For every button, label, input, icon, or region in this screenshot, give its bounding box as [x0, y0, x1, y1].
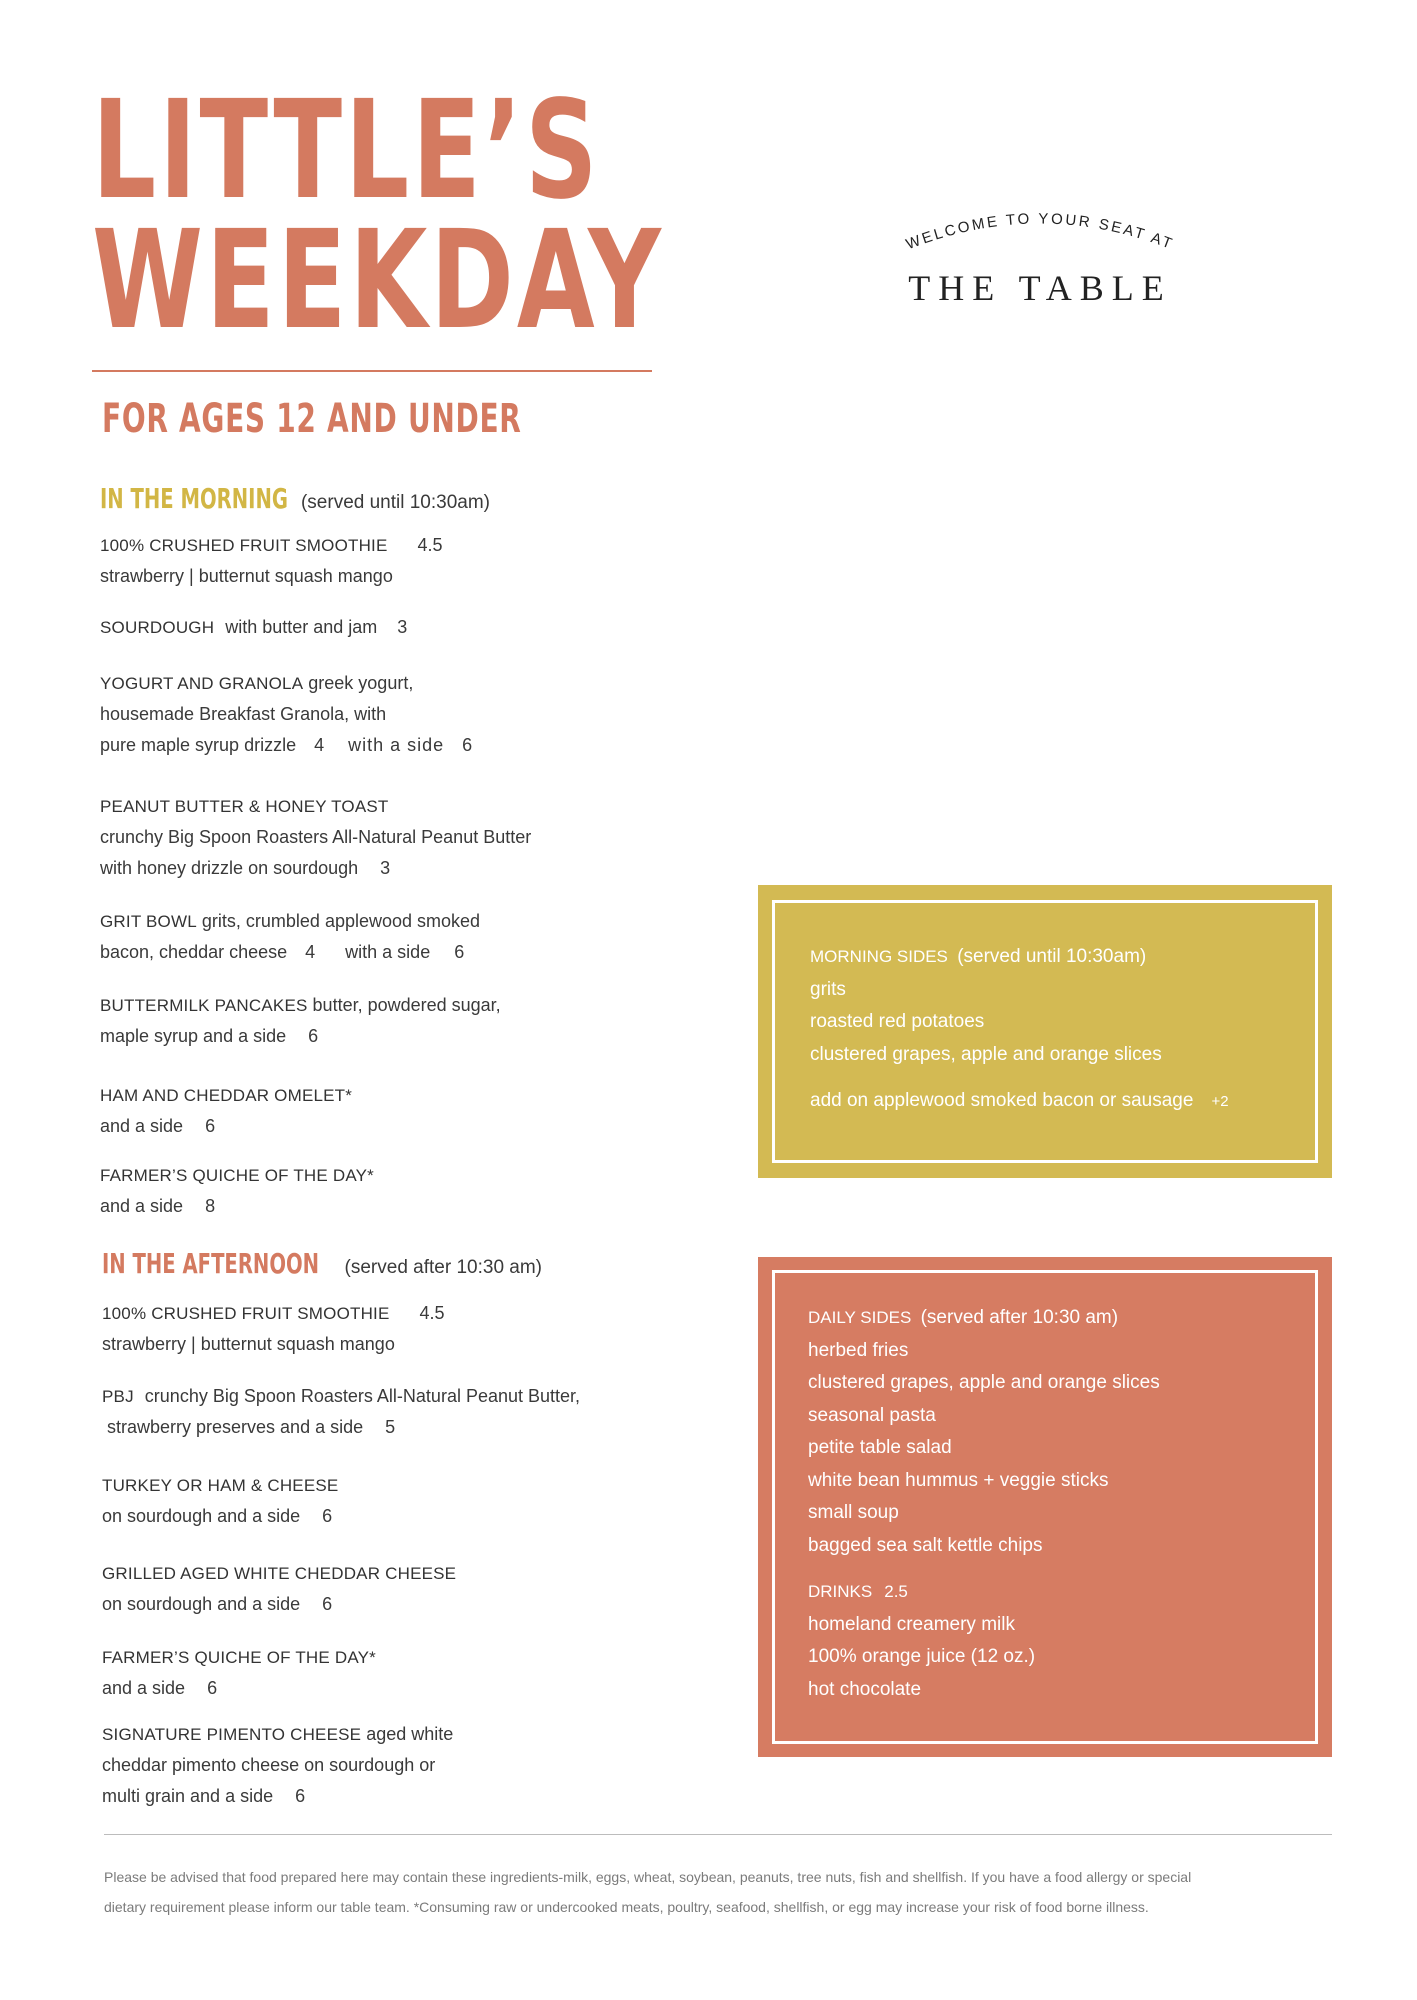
item-description: strawberry | butternut squash mango	[100, 566, 393, 586]
item-description: cheddar pimento cheese on sourdough or	[102, 1755, 436, 1775]
item-description: aged white	[366, 1724, 454, 1744]
item-side-label: with a side	[348, 735, 445, 755]
disclaimer-line-2: dietary requirement please inform our table team. *Consuming raw or undercooked meats, poultry, seafood, shellfish, or egg may increase your risk of food borne illness.	[104, 1899, 1149, 1915]
drinks-price: 2.5	[884, 1582, 908, 1601]
menu-item	[100, 906, 660, 968]
item-price: 4.5	[417, 535, 443, 555]
logo-arc-text	[895, 205, 1185, 265]
item-price: 4	[314, 735, 325, 755]
item-price: 8	[205, 1196, 216, 1216]
item-name: 100% CRUSHED FRUIT SMOOTHIE	[102, 1304, 390, 1323]
menu-item	[100, 612, 660, 643]
item-price: 6	[295, 1786, 306, 1806]
menu-item	[100, 1160, 660, 1222]
item-description: crunchy Big Spoon Roasters All-Natural Peanut Butter,	[144, 1386, 581, 1406]
addon-price: +2	[1211, 1093, 1229, 1110]
item-description: strawberry | butternut squash mango	[102, 1334, 395, 1354]
restaurant-logo	[895, 205, 1185, 315]
menu-item	[100, 990, 660, 1052]
daily-sides-heading: DAILY SIDES	[808, 1308, 912, 1327]
menu-item	[102, 1719, 662, 1812]
item-side-label: with a side	[345, 942, 431, 962]
item-price: 5	[385, 1417, 396, 1437]
item-name: 100% CRUSHED FRUIT SMOOTHIE	[100, 536, 388, 555]
item-price: 6	[322, 1506, 333, 1526]
item-price: 6	[205, 1116, 216, 1136]
title-line-2: WEEKDAY	[92, 202, 664, 360]
drinks-heading: DRINKS	[808, 1582, 873, 1601]
item-description: and a side	[100, 1116, 184, 1136]
side-item: herbed fries	[808, 1339, 909, 1361]
drink-item: homeland creamery milk	[808, 1613, 1015, 1635]
side-item: clustered grapes, apple and orange slices	[810, 1043, 1162, 1065]
side-item: grits	[810, 978, 846, 1000]
menu-item	[102, 1381, 742, 1443]
item-description: with honey drizzle on sourdough	[100, 858, 359, 878]
item-side-price: 6	[454, 942, 465, 962]
item-description: and a side	[102, 1678, 186, 1698]
daily-sides-box	[758, 1257, 1332, 1757]
age-subtitle: FOR AGES 12 AND UNDER	[102, 396, 522, 442]
item-price: 6	[322, 1594, 333, 1614]
menu-item	[100, 791, 660, 884]
morning-sides-box	[758, 885, 1332, 1178]
item-description: pure maple syrup drizzle	[100, 735, 297, 755]
addon-text: add on applewood smoked bacon or sausage	[810, 1090, 1194, 1111]
item-description: multi grain and a side	[102, 1786, 274, 1806]
daily-sides-content	[808, 1302, 1160, 1706]
item-name: YOGURT AND GRANOLA	[100, 674, 304, 693]
item-price: 6	[207, 1678, 218, 1698]
morning-heading	[100, 482, 490, 515]
item-price: 4.5	[419, 1303, 445, 1323]
side-item: small soup	[808, 1502, 899, 1523]
side-item: petite table salad	[808, 1437, 952, 1458]
item-description: on sourdough and a side	[102, 1594, 301, 1614]
afternoon-heading-note: (served after 10:30 am)	[344, 1257, 543, 1278]
morning-sides-note: (served until 10:30am)	[957, 946, 1147, 967]
item-description: with butter and jam	[225, 617, 378, 637]
logo-main-text: THE TABLE	[908, 268, 1172, 308]
menu-item	[102, 1298, 662, 1360]
svg-text:WELCOME TO YOUR SEAT AT	[904, 210, 1177, 253]
drink-item: 100% orange juice (12 oz.)	[808, 1646, 1036, 1667]
afternoon-heading-title: IN THE AFTERNOON	[102, 1247, 320, 1280]
item-name: GRILLED AGED WHITE CHEDDAR CHEESE	[102, 1564, 457, 1583]
item-description: bacon, cheddar cheese	[100, 942, 288, 962]
item-name: BUTTERMILK PANCAKES	[100, 996, 308, 1015]
menu-item	[100, 530, 660, 592]
item-name: PEANUT BUTTER & HONEY TOAST	[100, 797, 389, 816]
item-description: strawberry preserves and a side	[107, 1417, 364, 1437]
morning-heading-title: IN THE MORNING	[100, 482, 288, 515]
morning-sides-heading: MORNING SIDES	[810, 947, 948, 966]
item-description: grits, crumbled applewood smoked	[201, 911, 481, 931]
menu-item	[102, 1642, 662, 1704]
item-description: butter, powdered sugar,	[312, 995, 501, 1015]
menu-item	[102, 1470, 662, 1532]
drink-item: hot chocolate	[808, 1678, 922, 1700]
item-name: GRIT BOWL	[100, 912, 197, 931]
item-description: housemade Breakfast Granola, with	[100, 704, 387, 724]
menu-title	[92, 72, 664, 360]
disclaimer-line-1: Please be advised that food prepared here may contain these ingredients-milk, eggs, wheat, soybean, peanuts, tree nuts, fish and shellfish. If you have a food allergy or special	[104, 1869, 1192, 1885]
allergy-disclaimer	[104, 1862, 1344, 1922]
item-name: FARMER’S QUICHE OF THE DAY*	[102, 1648, 376, 1667]
item-side-price: 6	[462, 735, 473, 755]
item-name: SIGNATURE PIMENTO CHEESE	[102, 1725, 362, 1744]
morning-sides-content	[810, 941, 1229, 1119]
daily-sides-note: (served after 10:30 am)	[920, 1307, 1119, 1328]
logo-arc-label: WELCOME TO YOUR SEAT AT	[903, 210, 1177, 254]
menu-item	[100, 1080, 660, 1142]
item-name: FARMER’S QUICHE OF THE DAY*	[100, 1166, 374, 1185]
menu-item	[100, 668, 660, 761]
item-price: 3	[380, 858, 391, 878]
title-divider	[92, 370, 652, 372]
item-name: SOURDOUGH	[100, 618, 215, 637]
side-item: seasonal pasta	[808, 1404, 936, 1426]
item-price: 3	[397, 617, 408, 637]
item-price: 6	[308, 1026, 319, 1046]
side-item: white bean hummus + veggie sticks	[808, 1469, 1109, 1491]
item-description: crunchy Big Spoon Roasters All-Natural Peanut Butter	[100, 827, 532, 847]
footer-divider	[104, 1834, 1332, 1835]
item-description: greek yogurt,	[308, 673, 414, 693]
side-item: roasted red potatoes	[810, 1011, 985, 1032]
item-description: on sourdough and a side	[102, 1506, 301, 1526]
side-item: bagged sea salt kettle chips	[808, 1534, 1043, 1556]
item-name: HAM AND CHEDDAR OMELET*	[100, 1086, 353, 1105]
side-item: clustered grapes, apple and orange slices	[808, 1372, 1160, 1393]
item-name: TURKEY OR HAM & CHEESE	[102, 1476, 339, 1495]
title-line-1: LITTLE’S	[92, 72, 601, 230]
item-description: maple syrup and a side	[100, 1026, 287, 1046]
morning-heading-note: (served until 10:30am)	[300, 492, 491, 513]
item-price: 4	[305, 942, 316, 962]
item-description: and a side	[100, 1196, 184, 1216]
item-name: PBJ	[102, 1387, 134, 1406]
menu-item	[102, 1558, 662, 1620]
afternoon-heading	[102, 1247, 542, 1280]
